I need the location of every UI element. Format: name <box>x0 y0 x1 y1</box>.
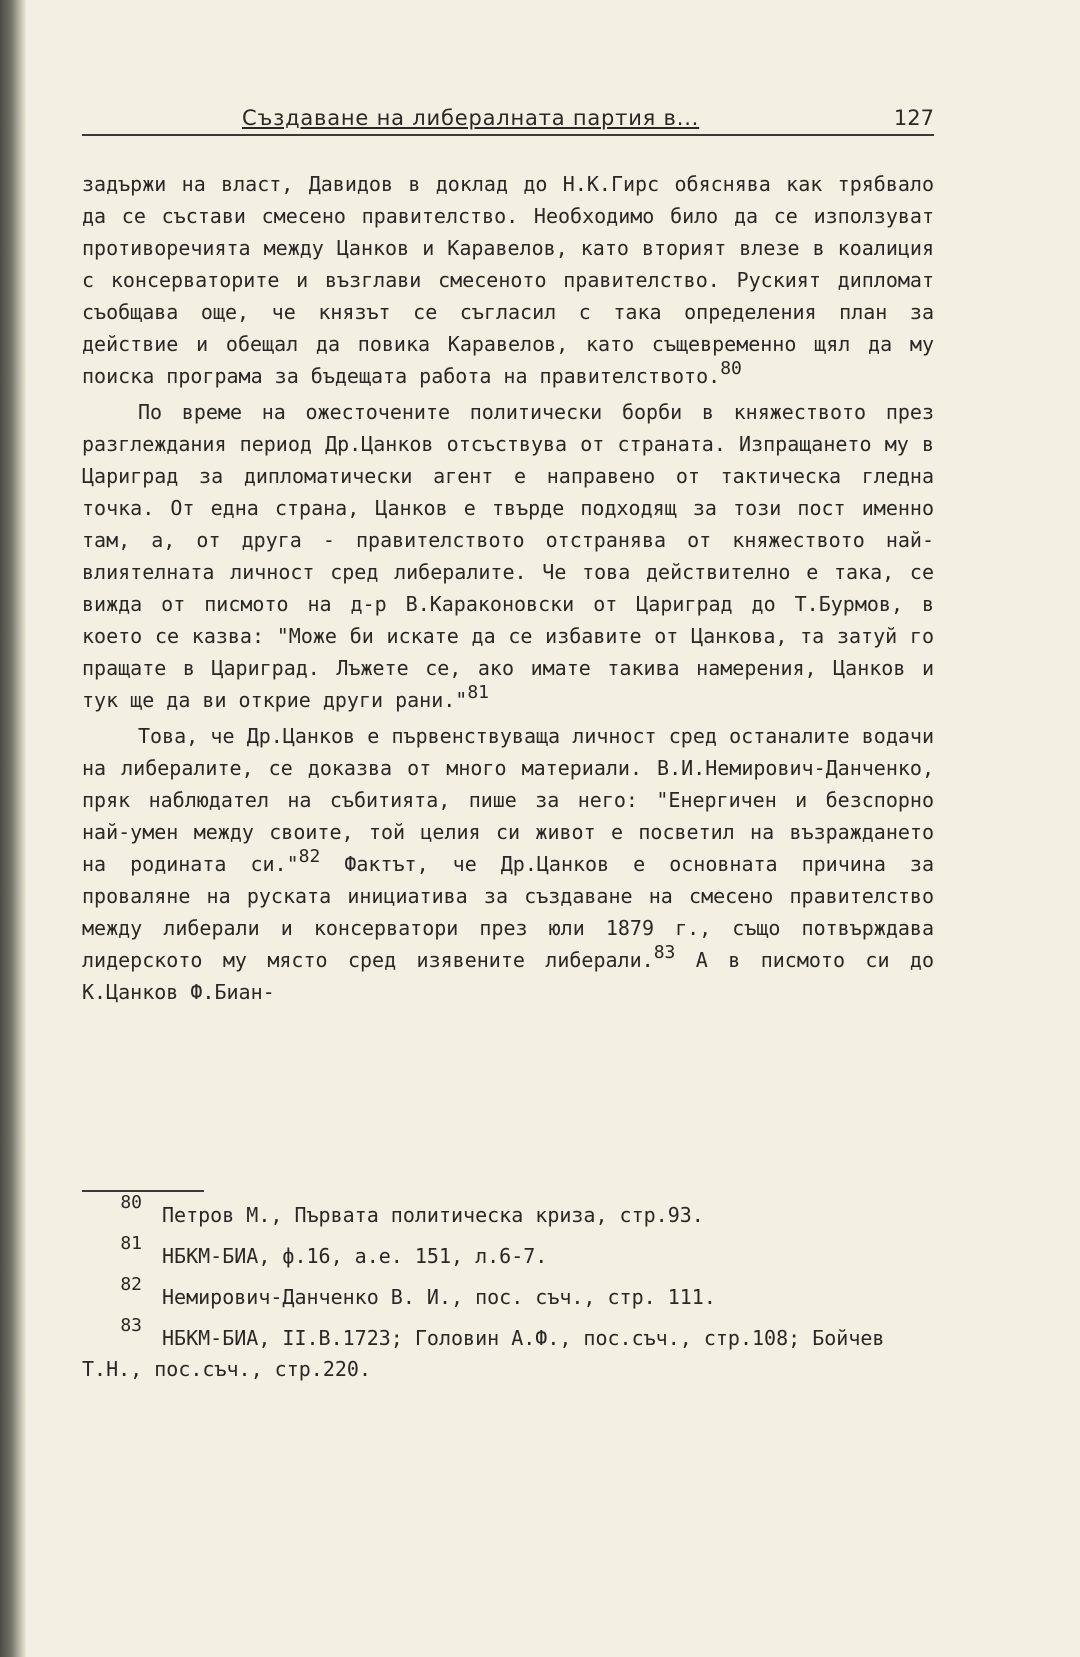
footnote-ref-83: 83 <box>653 942 676 963</box>
footnotes <box>82 1192 934 1395</box>
footnote-80: 80Петров М., Първата политическа криза, стр.93. <box>120 1192 704 1227</box>
footnote-separator <box>82 1190 204 1192</box>
footnote-text: НБКМ-БИА, ф.16, а.е. 151, л.6-7. <box>162 1244 548 1268</box>
footnote-ref-81: 81 <box>467 682 489 703</box>
paragraph-3 <box>82 720 934 1008</box>
book-page <box>82 0 934 1657</box>
book-spine-shadow <box>0 0 26 1657</box>
running-title: Създаване на либералната партия в... <box>242 106 700 130</box>
footnote-ref-80: 80 <box>720 358 742 379</box>
footnote-text: НБКМ-БИА, II.В.1723; Головин А.Ф., пос.съч., стр.108; Бойчев Т.Н., пос.съч., стр.220. <box>82 1326 885 1381</box>
paragraph-3-text-c: А в писмото си до К.Цанков Ф.Биан- <box>82 948 934 1004</box>
paragraph-2 <box>82 396 934 716</box>
body-text <box>82 168 934 1008</box>
paragraph-1 <box>82 168 934 392</box>
page-number: 127 <box>893 106 934 130</box>
paragraph-3-text-b: Фактът, че Др.Цанков е основната причина за проваляне на руската инициатива за създаване на смесено правителство между либерали и консерватори през юли 1879 г., също потвърждава лидерското му място сред изявените либерали. <box>82 852 934 972</box>
footnote-text: Немирович-Данченко В. И., пос. съч., стр. 111. <box>162 1285 716 1309</box>
paragraph-2-text: По време на ожесточените политически борби в княжеството през разглеждания период Др.Цанков отсъствува от страната. Изпращането му в Цариград за дипломатически агент е направено от тактическа гледна точка. От една страна, Цанков е твърде подходящ за този пост именно там, а, от друга - правителството отстранява от княжеството най-влиятелната личност сред либералите. Че това действително е така, се вижда от писмото на д-р В.Караконовски от Цариград до Т.Бурмов, в което се казва: "Може би искате да се избавите от Цанкова, та затуй го пращате в Цариград. Лъжете се, ако имате такива намерения, Цанков и тук ще да ви открие други рани." <box>82 400 934 712</box>
footnote-81: 81НБКМ-БИА, ф.16, а.е. 151, л.6-7. <box>120 1233 548 1268</box>
footnote-82: 82Немирович-Данченко В. И., пос. съч., стр. 111. <box>120 1274 716 1309</box>
footnote-83: 83НБКМ-БИА, II.В.1723; Головин А.Ф., пос.съч., стр.108; Бойчев Т.Н., пос.съч., стр.220. <box>82 1315 885 1381</box>
footnote-ref-82: 82 <box>298 846 321 867</box>
paragraph-1-text: задържи на власт, Давидов в доклад до Н.К.Гирс обяснява как трябвало да се състави смесено правителство. Необходимо било да се използуват противоречията между Цанков и Каравелов, като вторият влезе в коалиция с консерваторите и възглави смесеното правителство. Руският дипломат съобщава още, че князът се съгласил с така определения план за действие и обещал да повика Каравелов, като същевременно щял да му поиска програма за бъдещата работа на правителството. <box>82 172 934 388</box>
footnote-text: Петров М., Първата политическа криза, стр.93. <box>162 1203 704 1227</box>
paragraph-3-text-a: Това, че Др.Цанков е първенствуваща личност сред останалите водачи на либералите, се доказва от много материали. В.И.Немирович-Данченко, пряк наблюдател на събитията, пише за него: "Енергичен и безспорно най-умен между своите, той целия си живот е посветил на възраждането на родината си." <box>82 724 934 876</box>
running-header <box>82 104 934 136</box>
